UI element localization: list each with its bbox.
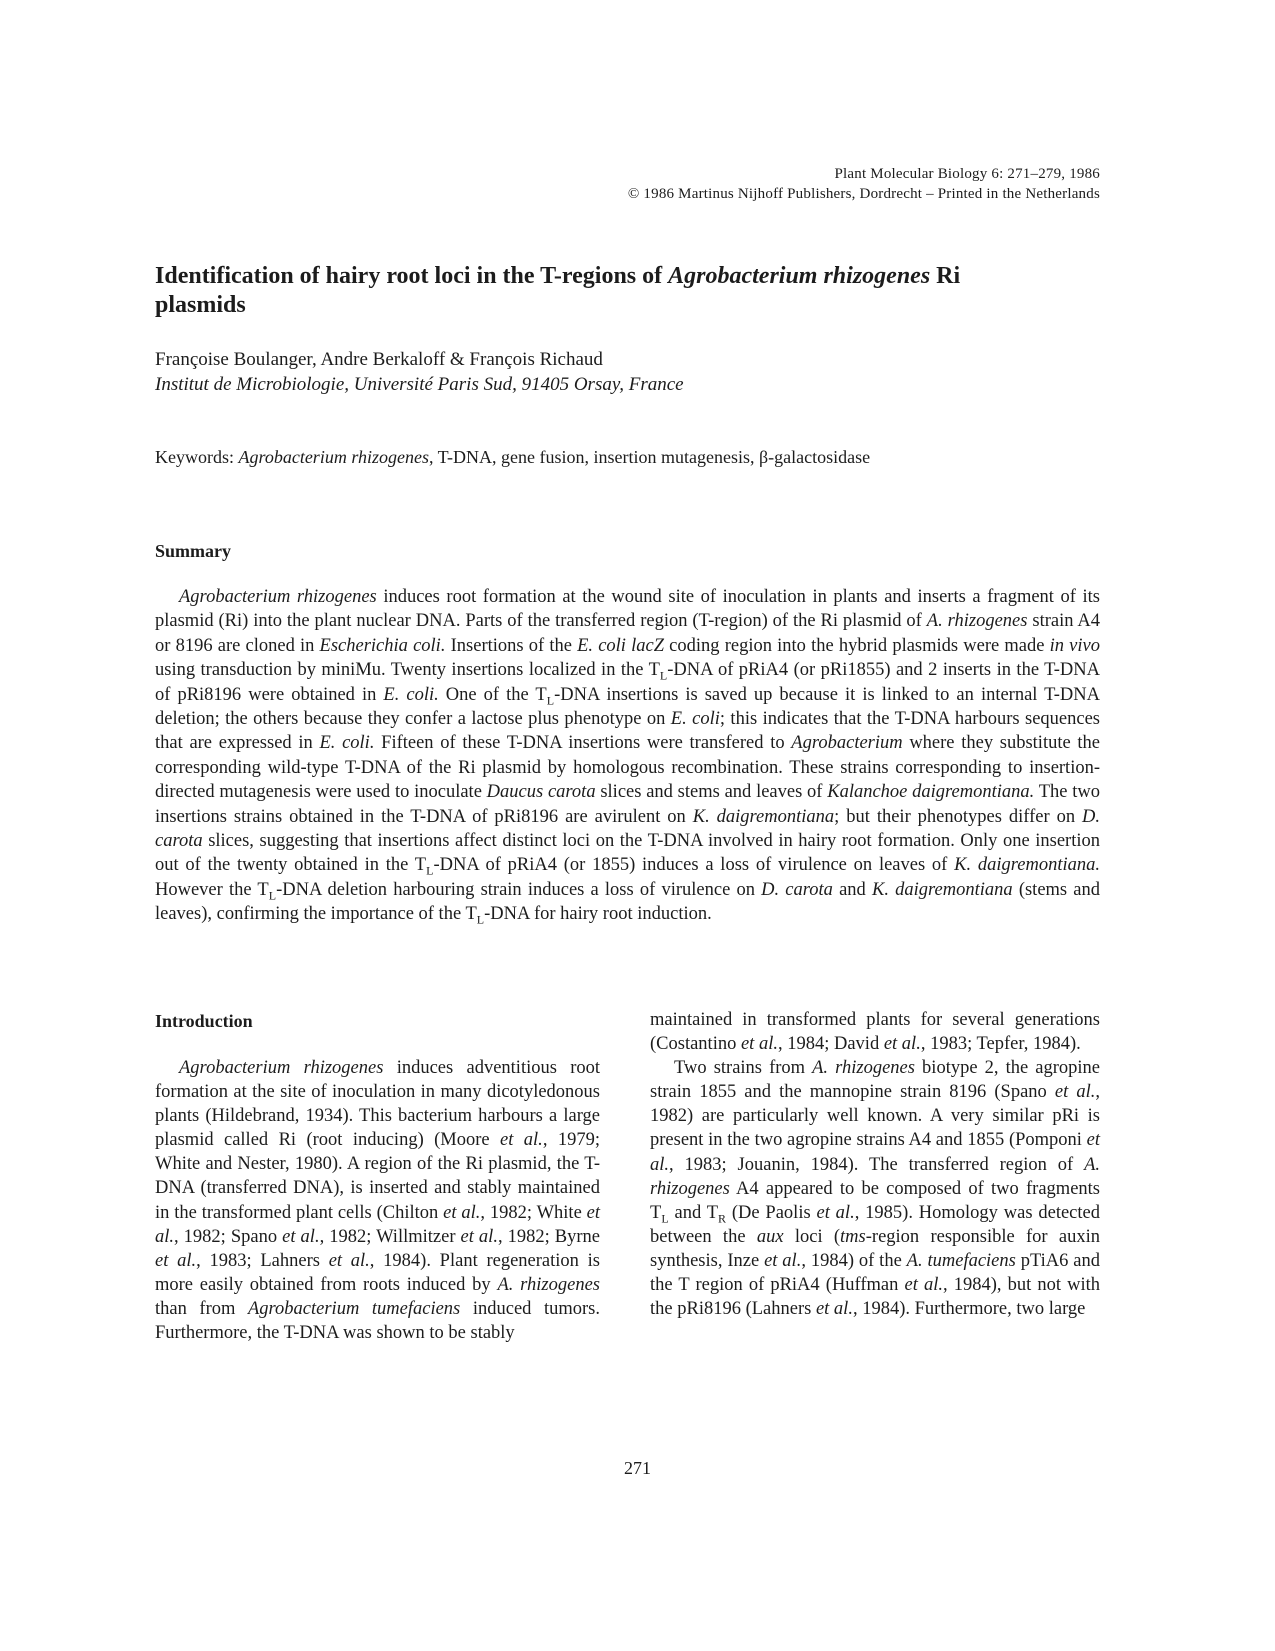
copyright-line: © 1986 Martinus Nijhoff Publishers, Dordrecht – Printed in the Netherlands [627,186,1100,202]
introduction-left-column: Agrobacterium rhizogenes induces adventitious root formation at the site of inoculation in many dicotyledonous plants (Hildebrand, 1934). This bacterium harbours a large plasmid called Ri (root inducing) (Moore et al., 1979; White and Nester, 1980). A region of the Ri plasmid, the T-DNA (transferred DNA), is inserted and stably maintained in the transformed plant cells (Chilton et al., 1982; White et al., 1982; Spano et al., 1982; Willmitzer et al., 1982; Byrne et al., 1983; Lahners et al., 1984). Plant regeneration is more easily obtained from roots induced by A. rhizogenes than from Agrobacterium tumefaciens induced tumors. Furthermore, the T-DNA was shown to be stably [155,1058,601,1344]
page-number: 271 [624,1458,651,1478]
article-title: Identification of hairy root loci in the T-regions of Agrobacterium rhizogenes Ri plasmids [155,263,961,318]
summary-text: Agrobacterium rhizogenes induces root formation at the wound site of inoculation in plants and inserts a fragment of its plasmid (Ri) into the plant nuclear DNA. Parts of the transferred region (T-region) of the Ri plasmid of A. rhizogenes strain A4 or 8196 are cloned in Escherichia coli. Insertions of the E. coli lacZ coding region into the hybrid plasmids were made in vivo using transduction by miniMu. Twenty insertions localized in the $T_L$-DNA of pRiA4 (or pRi1855) and 2 inserts in the T-DNA of pRi8196 were obtained in E. coli. One of the $T_L$-DNA insertions is saved up because it is linked to an internal T-DNA deletion; the others because they confer a lactose plus phenotype on E. coli; this indicates that the T-DNA harbours sequences that are expressed in E. coli. Fifteen of these T-DNA insertions were transfered to Agrobacterium where they substitute the corresponding wild-type T-DNA of the Ri plasmid by homologous recombination. These strains corresponding to insertion-directed mutagenesis were used to inoculate Daucus carota slices and stems and leaves of Kalanchoe daigremontiana. The two insertions strains obtained in the T-DNA of pRi8196 are avirulent on K. daigremontiana; but their phenotypes differ on D. carota slices, suggesting that insertions affect distinct loci on the T-DNA involved in hairy root formation. Only one insertion out of the twenty obtained in the $T_L$-DNA of pRiA4 (or 1855) induces a loss of virulence on leaves of K. daigremontiana. However the $T_L$-DNA deletion harbouring strain induces a loss of virulence on D. carota and K. daigremontiana (stems and leaves), confirming the importance of the $T_L$-DNA for hairy root induction. [155,587,1101,927]
keywords: Keywords: Agrobacterium rhizogenes, T-DNA, gene fusion, insertion mutagenesis, β-galactosidase [155,447,871,467]
summary-heading: Summary [155,541,231,561]
affiliation: Institut de Microbiologie, Université Paris Sud, 91405 Orsay, France [155,374,684,395]
introduction-heading: Introduction [155,1011,253,1031]
introduction-right-column: maintained in transformed plants for several generations (Costantino et al., 1984; David et al., 1983; Tepfer, 1984). Two strains from A. rhizogenes biotype 2, the agropine strain 1855 and the mannopine strain 8196 (Spano et al., 1982) are particularly well known. A very similar pRi is present in the two agropine strains A4 and 1855 (Pomponi et al., 1983; Jouanin, 1984). The transferred region of A. rhizogenes A4 appeared to be composed of two fragments $T_L$ and $T_R$ (De Paolis et al., 1985). Homology was detected between the aux loci (tms-region responsible for auxin synthesis, Inze et al., 1984) of the A. tumefaciens pTiA6 and the T region of pRiA4 (Huffman et al., 1984), but not with the pRi8196 (Lahners et al., 1984). Furthermore, two large [650,1010,1100,1320]
journal-citation: Plant Molecular Biology 6: 271–279, 1986 [834,166,1100,182]
author-list: Françoise Boulanger, Andre Berkaloff & François Richaud [155,349,603,370]
